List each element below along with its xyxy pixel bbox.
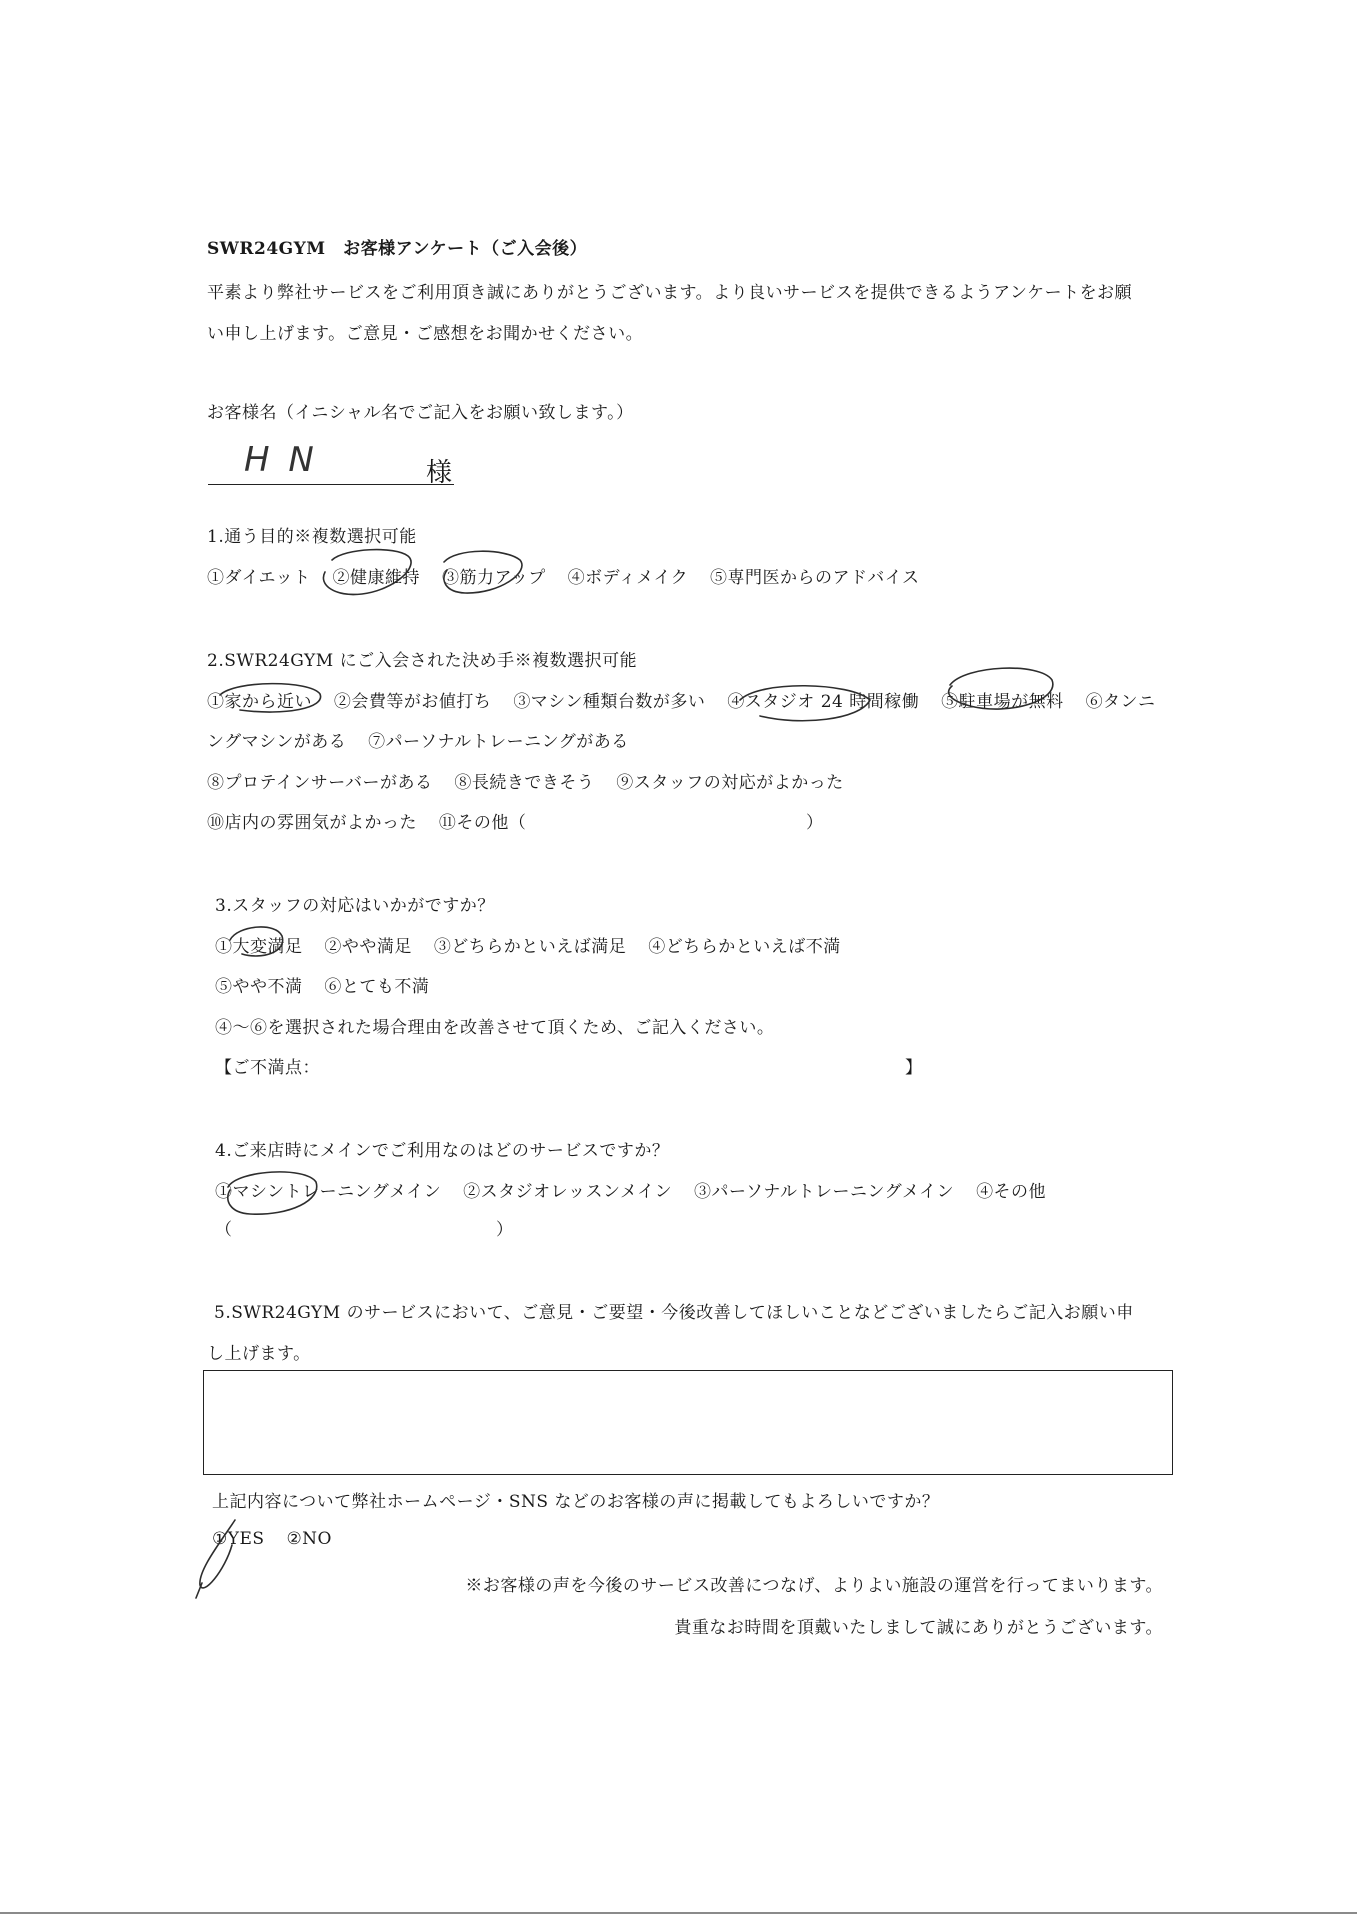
q2-options-row-2 xyxy=(207,727,645,752)
intro-text-line-2: い申し上げます。ご意見・ご感想をお聞かせください。 xyxy=(207,324,644,344)
q3-instruction: ④〜⑥を選択された場合理由を改善させて頂くため、ご記入ください。 xyxy=(215,1018,775,1038)
q4-other-open: （ xyxy=(215,1220,232,1240)
q3-option-4[interactable]: ④どちらかといえば不満 xyxy=(648,937,841,957)
q4-option-3[interactable]: ③パーソナルトレーニングメイン xyxy=(694,1182,955,1202)
q2-option-11[interactable]: ⑪その他（ xyxy=(438,813,527,833)
q3-option-2[interactable]: ②やや満足 xyxy=(324,937,412,957)
q2-option-8a[interactable]: ⑧プロテインサーバーがある xyxy=(207,773,433,793)
q1-options xyxy=(207,563,936,588)
q2-option-3[interactable]: ③マシン種類台数が多い xyxy=(513,692,706,712)
consent-question: 上記内容について弊社ホームページ・SNS などのお客様の声に掲載してもよろしいですか？ xyxy=(212,1492,940,1512)
q2-option-10[interactable]: ⑩店内の雰囲気がよかった xyxy=(207,813,417,833)
q2-other-close: ） xyxy=(806,813,823,833)
page-bottom-edge xyxy=(0,1912,1357,1914)
q5-comment-box[interactable] xyxy=(203,1370,1173,1475)
q3-option-3[interactable]: ③どちらかといえば満足 xyxy=(433,937,627,957)
consent-options xyxy=(212,1529,348,1549)
q2-option-2[interactable]: ②会費等がお値打ち xyxy=(333,692,492,712)
q2-option-8b[interactable]: ⑧長続きできそう xyxy=(454,773,595,793)
survey-title: SWR24GYM お客様アンケート（ご入会後） xyxy=(207,239,588,259)
q2-option-9[interactable]: ⑨スタッフの対応がよかった xyxy=(616,773,844,793)
q1-question: 1.通う目的※複数選択可能 xyxy=(207,527,417,547)
q2-option-6-start[interactable]: ⑥タンニ xyxy=(1085,692,1156,712)
q2-option-4[interactable]: ④スタジオ 24 時間稼働 xyxy=(727,692,920,712)
name-handwritten[interactable]: H N xyxy=(244,440,318,480)
q2-options-row-4 xyxy=(207,808,542,833)
q4-options xyxy=(215,1177,1062,1202)
q5-question-line-1: 5.SWR24GYM のサービスにおいて、ご意見・ご要望・今後改善してほしいことなどございましたらご記入お願い申 xyxy=(214,1303,1134,1323)
q4-option-4[interactable]: ④その他 xyxy=(976,1182,1047,1202)
q5-question-line-2: し上げます。 xyxy=(207,1344,311,1364)
q3-options-row-1 xyxy=(215,932,857,957)
q2-question: 2.SWR24GYM にご入会された決め手※複数選択可能 xyxy=(207,651,638,671)
q2-option-1[interactable]: ①家から近い xyxy=(207,692,312,712)
name-suffix: 様 xyxy=(426,458,453,488)
consent-option-yes[interactable]: ①YES xyxy=(212,1529,265,1549)
closing-thanks: 貴重なお時間を頂戴いたしまして誠にありがとうございます。 xyxy=(674,1618,1163,1638)
q4-option-1[interactable]: ①マシントレーニングメイン xyxy=(215,1182,442,1202)
q2-option-5[interactable]: ⑤駐車場が無料 xyxy=(941,692,1064,712)
q1-option-5[interactable]: ⑤専門医からのアドバイス xyxy=(710,568,920,588)
q3-option-1[interactable]: ①大変満足 xyxy=(215,937,303,957)
q2-options-row-3 xyxy=(207,768,860,793)
q1-option-4[interactable]: ④ボディメイク xyxy=(567,568,689,588)
q1-option-2[interactable]: ②健康維持 xyxy=(332,568,421,588)
q2-option-7[interactable]: ⑦パーソナルトレーニングがある xyxy=(368,732,629,752)
consent-option-no[interactable]: ②NO xyxy=(286,1529,332,1549)
name-label: お客様名（イニシャル名でご記入をお願い致します。） xyxy=(207,403,634,423)
q1-option-1[interactable]: ①ダイエット xyxy=(207,568,311,588)
q3-complaint-label: 【ご不満点： xyxy=(215,1058,320,1078)
closing-note: ※お客様の声を今後のサービス改善につなげ、よりよい施設の運営を行ってまいります。 xyxy=(465,1576,1163,1596)
q1-option-3[interactable]: ③筋力アップ xyxy=(441,568,546,588)
q2-options-row-1 xyxy=(207,687,1156,712)
q3-options-row-2 xyxy=(215,972,445,997)
q3-complaint-close: 】 xyxy=(905,1058,922,1078)
q2-option-6-end[interactable]: ングマシンがある xyxy=(207,732,347,752)
q3-question: 3.スタッフの対応はいかがですか？ xyxy=(215,896,495,916)
q4-question: 4.ご来店時にメインでご利用なのはどのサービスですか？ xyxy=(215,1141,670,1161)
q4-other-close: ） xyxy=(496,1220,513,1240)
q3-option-6[interactable]: ⑥とても不満 xyxy=(324,977,430,997)
name-underline xyxy=(208,484,454,485)
q4-option-2[interactable]: ②スタジオレッスンメイン xyxy=(463,1182,673,1202)
q3-option-5[interactable]: ⑤やや不満 xyxy=(215,977,303,997)
intro-text-line-1: 平素より弊社サービスをご利用頂き誠にありがとうございます。より良いサービスを提供できるようアンケートをお願 xyxy=(207,283,1133,303)
